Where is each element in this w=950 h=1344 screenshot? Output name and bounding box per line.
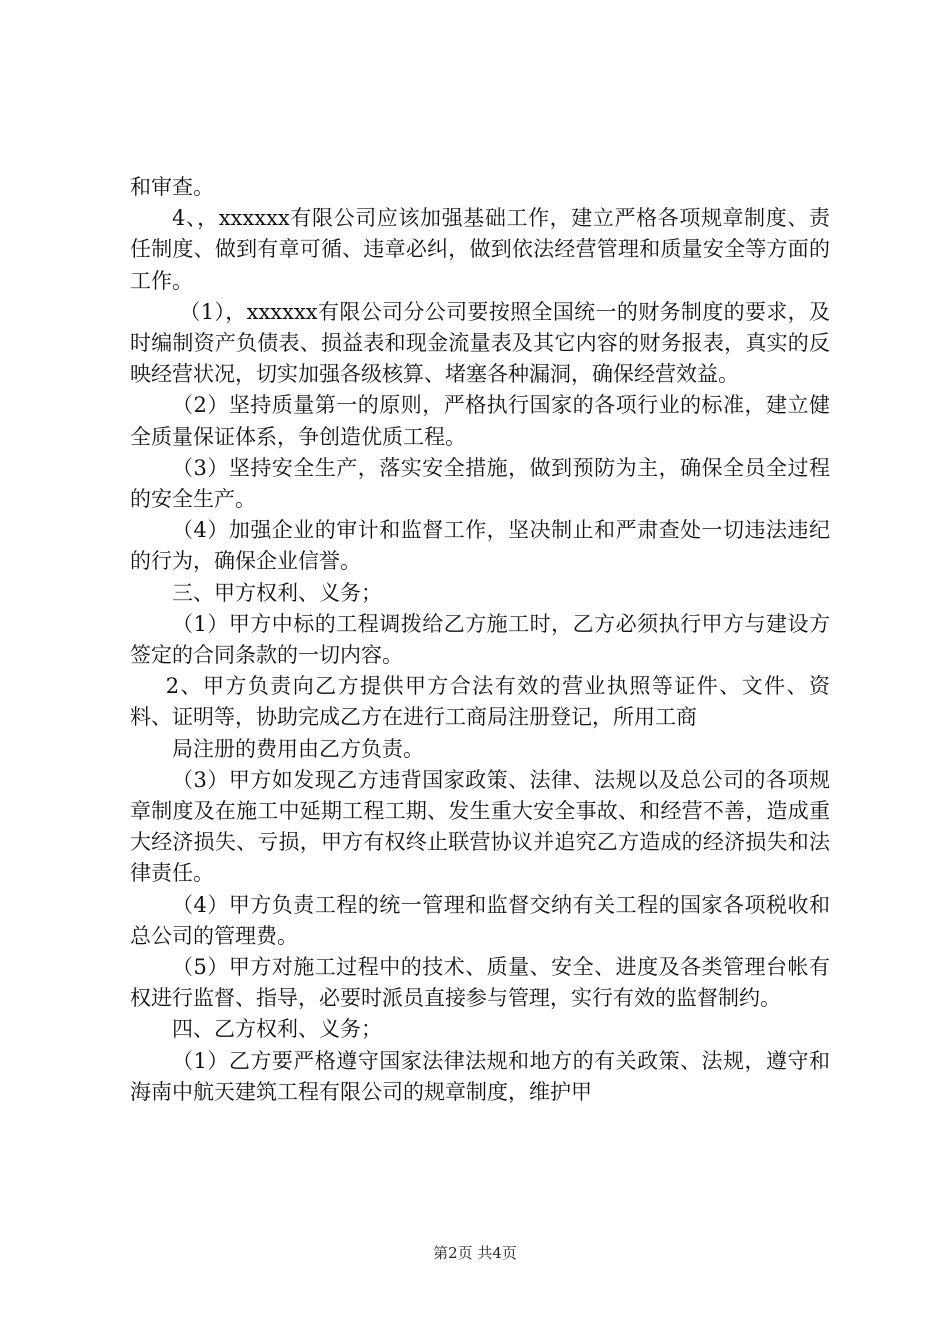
paragraph: （4）加强企业的审计和监督工作，坚决制止和严肃查处一切违法违纪的行为，确保企业信誉。 xyxy=(130,518,830,574)
paragraph: （3）甲方如发现乙方违背国家政策、法律、法规以及总公司的各项规章制度及在施工中延期工程工期、发生重大安全事故、和经营不善，造成重大经济损失、亏损，甲方有权终止联营协议并追究乙方造成的经济损失和法律责任。 xyxy=(130,767,830,886)
document-body xyxy=(130,172,830,1108)
paragraph: （1）乙方要严格遵守国家法律法规和地方的有关政策、法规，遵守和海南中航天建筑工程有限公司的规章制度，维护甲 xyxy=(130,1048,830,1104)
paragraph: 4、，xxxxxx有限公司应该加强基础工作，建立严格各项规章制度、责任制度、做到有章可循、违章必纠，做到依法经营管理和质量安全等方面的工作。 xyxy=(130,206,830,293)
section-heading: 四、乙方权利、义务； xyxy=(172,1017,382,1042)
paragraph: （1），xxxxxx有限公司分公司要按照全国统一的财务制度的要求，及时编制资产负债表、损益表和现金流量表及其它内容的财务报表，真实的反映经营状况，切实加强各级核算、堵塞各种漏洞，确保经营效益。 xyxy=(130,299,830,387)
paragraph: （3）坚持安全生产，落实安全措施，做到预防为主，确保全员全过程的安全生产。 xyxy=(130,455,830,512)
paragraph: （2）坚持质量第一的原则，严格执行国家的各项行业的标准，建立健全质量保证体系，争创造优质工程。 xyxy=(130,393,830,449)
paragraph: 2、甲方负责向乙方提供甲方合法有效的营业执照等证件、文件、资料、证明等，协助完成乙方在进行工商局注册登记，所用工商 xyxy=(130,674,830,730)
section-heading: 三、甲方权利、义务； xyxy=(172,580,382,605)
paragraph: 和审查。 xyxy=(130,175,214,199)
page-number-footer: 第2页 共4页 xyxy=(433,1244,517,1262)
paragraph: （4）甲方负责工程的统一管理和监督交纳有关工程的国家各项税收和总公司的管理费。 xyxy=(130,892,830,948)
paragraph: 局注册的费用由乙方负责。 xyxy=(172,736,424,761)
paragraph: （1）甲方中标的工程调拨给乙方施工时，乙方必须执行甲方与建设方签定的合同条款的一切内容。 xyxy=(130,611,830,668)
paragraph: （5）甲方对施工过程中的技术、质量、安全、进度及各类管理台帐有权进行监督、指导，必要时派员直接参与管理，实行有效的监督制约。 xyxy=(130,955,830,1011)
